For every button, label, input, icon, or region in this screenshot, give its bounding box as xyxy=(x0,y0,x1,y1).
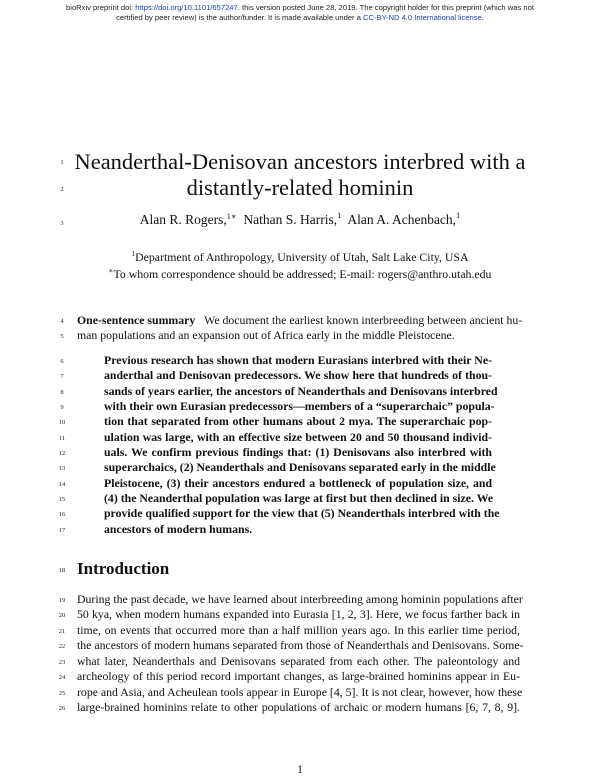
line-number: 18 xyxy=(58,567,66,574)
line-number: 12 xyxy=(58,450,66,457)
line-number: 5 xyxy=(60,333,64,340)
line-number: 13 xyxy=(58,465,66,472)
line-number: 7 xyxy=(60,373,64,380)
intro-line: archeology of this period record important changes, as large-brained hominins appear in Eu- xyxy=(77,669,520,683)
line-number: 1 xyxy=(60,159,64,166)
abstract-line: anderthal and Denisovan predecessors. We show here that hundreds of thou- xyxy=(104,368,492,382)
line-number: 6 xyxy=(60,358,64,365)
author-name: Alan A. Achenbach, xyxy=(347,212,457,227)
correspondence-note: ∗To whom correspondence should be addressed; E-mail: rogers@anthro.utah.edu xyxy=(108,266,492,281)
affiliation: $^1$Department of Anthropology, University of Utah, Salt Lake City, USA xyxy=(131,249,469,264)
section-heading: Introduction xyxy=(77,559,170,578)
line-number: 11 xyxy=(58,435,66,442)
summary-label: One-sentence summary xyxy=(77,313,196,327)
author-name: Nathan S. Harris, xyxy=(243,212,338,227)
line-number: 19 xyxy=(58,597,66,604)
abstract-line: ancestors of modern humans. xyxy=(104,522,253,536)
abstract-line: Previous research has shown that modern Eurasians interbred with their Ne- xyxy=(104,353,492,367)
line-number: 4 xyxy=(60,318,64,325)
abstract-line: sands of years earlier, the ancestors of Neanderthals and Denisovans interbred xyxy=(104,384,498,398)
doi-link[interactable]: https://doi.org/10.1101/657247 xyxy=(135,3,238,12)
author-affiliation-mark: 1∗ xyxy=(226,212,237,222)
notice-line-1: bioRxiv preprint doi: https://doi.org/10.1101/657247. this version posted June 28, 2019. The copyright holder for this preprint (which was not xyxy=(66,3,534,12)
paper-title-line-1: Neanderthal-Denisovan ancestors interbred with a xyxy=(74,149,526,174)
intro-line: time, on events that occurred more than a half million years ago. In this earlier time period, xyxy=(77,623,520,637)
line-number: 16 xyxy=(58,511,66,518)
line-number: 24 xyxy=(58,674,66,681)
line-number: 9 xyxy=(60,404,64,411)
line-number: 14 xyxy=(58,481,66,488)
line-number: 10 xyxy=(58,419,66,426)
abstract-line: Pleistocene, (3) their ancestors endured a bottleneck of population size, and xyxy=(104,476,492,490)
paper-title-line-2: distantly-related hominin xyxy=(186,175,414,200)
abstract-line: superarchaics, (2) Neanderthals and Denisovans separated early in the middle xyxy=(104,460,496,474)
intro-line: 50 kya, when modern humans expanded into Eurasia [1, 2, 3]. Here, we focus farther back in xyxy=(77,607,520,621)
line-number: 22 xyxy=(58,643,66,650)
line-number: 21 xyxy=(58,628,66,635)
abstract-line: with their own Eurasian predecessors—members of a “superarchaic” popula- xyxy=(104,399,495,413)
abstract-line: (4) the Neanderthal population was large at first but then declined in size. We xyxy=(104,491,494,505)
author-affiliation-mark: 1 xyxy=(337,211,342,221)
abstract-line: tion that separated from other humans about 2 mya. The superarchaic pop- xyxy=(104,414,492,428)
line-number: 23 xyxy=(58,659,66,666)
line-number: 15 xyxy=(58,496,66,503)
abstract-line: ulation was large, with an effective size between 20 and 50 thousand individ- xyxy=(104,430,492,444)
intro-line: the ancestors of modern humans separated from those of Neanderthals and Denisovans. Some- xyxy=(77,638,524,652)
author-list xyxy=(0,212,600,228)
preprint-notice xyxy=(0,3,600,23)
line-number: 25 xyxy=(58,690,66,697)
abstract-line: uals. We confirm previous findings that: (1) Denisovans also interbred with xyxy=(104,445,492,459)
summary-line-2: man populations and an expansion out of Africa early in the middle Pleistocene. xyxy=(77,328,455,342)
intro-line: rope and Asia, and Acheulean tools appear in Europe [4, 5]. It is not clear, however, how these xyxy=(77,685,523,699)
line-number: 26 xyxy=(58,705,66,712)
line-number: 17 xyxy=(58,527,66,534)
author-name: Alan R. Rogers, xyxy=(139,212,227,227)
intro-line: what later, Neanderthals and Denisovans separated from each other. The paleontology and xyxy=(77,654,520,668)
line-number: 20 xyxy=(58,612,66,619)
summary-line-1: One-sentence summary We document the earliest known interbreeding between ancient hu- xyxy=(77,313,523,327)
line-number: 2 xyxy=(60,186,64,193)
license-link[interactable]: CC-BY-ND 4.0 International license xyxy=(363,13,482,22)
notice-line-2: certified by peer review) is the author/funder. It is made available under a CC-BY-ND 4.0 International license. xyxy=(116,13,484,22)
page-number: 1 xyxy=(297,762,303,776)
intro-line: large-brained hominins relate to other populations of archaic or modern humans [6, 7, 8, 9]. xyxy=(77,700,520,714)
line-number: 3 xyxy=(60,220,64,227)
author-affiliation-mark: 1 xyxy=(456,211,461,221)
abstract-line: provide qualified support for the view that (5) Neanderthals interbred with the xyxy=(104,506,500,520)
intro-line: During the past decade, we have learned about interbreeding among hominin populations after xyxy=(77,592,523,606)
line-number: 8 xyxy=(60,389,64,396)
